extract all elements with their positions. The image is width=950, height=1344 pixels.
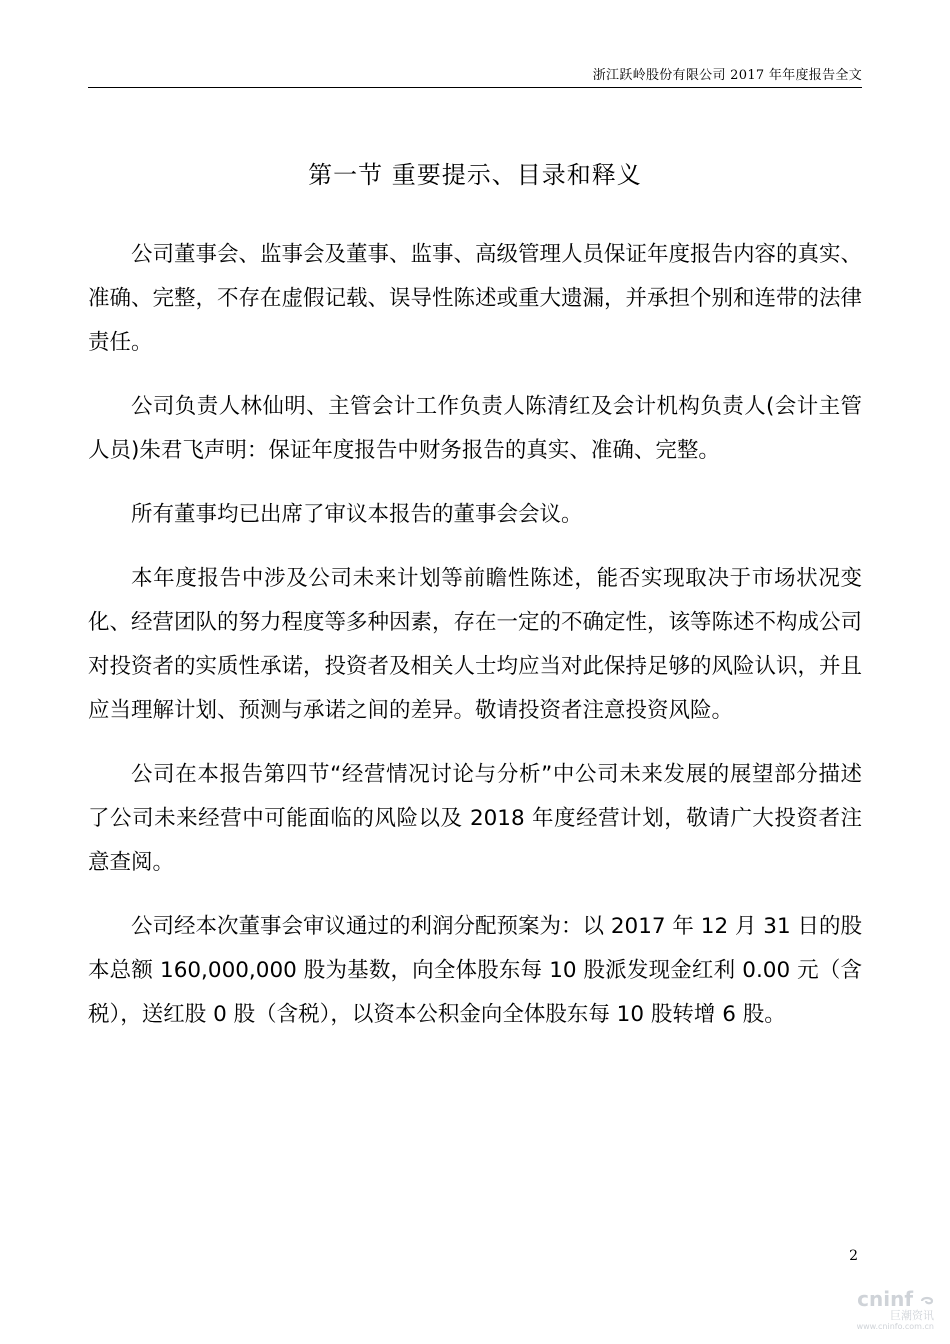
- header-divider: [88, 87, 862, 88]
- paragraph-board-guarantee: 公司董事会、监事会及董事、监事、高级管理人员保证年度报告内容的真实、准确、完整，不存在虚假记载、误导性陈述或重大遗漏，并承担个别和连带的法律责任。: [88, 242, 863, 355]
- paragraph-risk-reference: 公司在本报告第四节“经营情况讨论与分析”中公司未来发展的展望部分描述了公司未来经营中可能面临的风险以及 2018 年度经营计划，敬请广大投资者注意查阅。: [88, 762, 862, 875]
- running-header-title: 浙江跃岭股份有限公司 2017 年年度报告全文: [592, 68, 862, 83]
- page-number: 2: [849, 1248, 858, 1264]
- watermark-url: www.cninfo.com.cn: [856, 1322, 934, 1331]
- watermark-logo-text: cninf: [857, 1287, 914, 1311]
- watermark-logo: [822, 1288, 934, 1310]
- cninfo-swirl-icon: [920, 1294, 934, 1308]
- section-title: 第一节 重要提示、目录和释义: [308, 161, 642, 189]
- paragraph-directors-attendance: 所有董事均已出席了审议本报告的董事会会议。: [131, 502, 583, 527]
- paragraph-forward-looking: 本年度报告中涉及公司未来计划等前瞻性陈述，能否实现取决于市场状况变化、经营团队的努力程度等多种因素，存在一定的不确定性，该等陈述不构成公司对投资者的实质性承诺，投资者及相关人士均应当对此保持足够的风险认识，并且应当理解计划、预测与承诺之间的差异。敬请投资者注意投资风险。: [88, 566, 863, 723]
- paragraph-profit-distribution: 公司经本次董事会审议通过的利润分配预案为：以 2017 年 12 月 31 日的股本总额 160,000,000 股为基数，向全体股东每 10 股派发现金红利 0.00 元（含税），送红股 0 股（含税），以资本公积金向全体股东每 10 股转增 6 股。: [88, 914, 862, 1027]
- paragraph-responsible-persons: 公司负责人林仙明、主管会计工作负责人陈清红及会计机构负责人(会计主管人员)朱君飞声明：保证年度报告中财务报告的真实、准确、完整。: [88, 394, 862, 463]
- watermark-cn-text: 巨潮资讯: [890, 1309, 934, 1322]
- cninfo-watermark: [822, 1288, 934, 1340]
- notice-body: [88, 233, 862, 1057]
